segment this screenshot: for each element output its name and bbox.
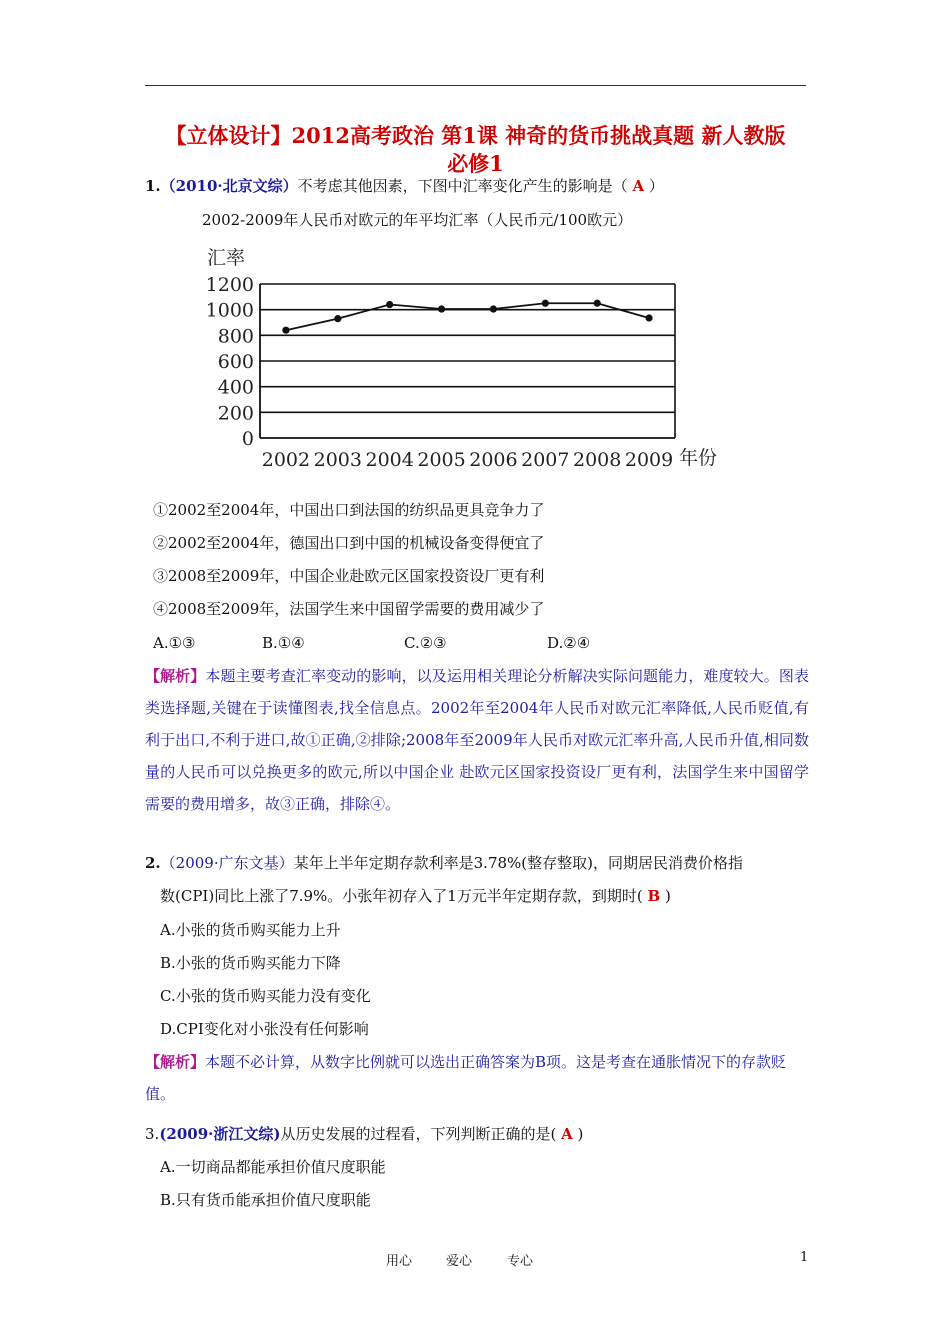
y-tick-label: 200 — [217, 402, 254, 425]
y-tick-label: 400 — [217, 376, 254, 399]
q1-analysis-label: 【解析】 — [145, 667, 206, 685]
q1-answer: A — [632, 177, 645, 195]
q2-analysis-text: 本题不必计算，从数字比例就可以选出正确答案为B项。这是考查在通胀情况下的存款贬值。 — [145, 1053, 787, 1103]
y-axis-label: 汇率 — [207, 247, 246, 269]
q2-option-c: C.小张的货币购买能力没有变化 — [160, 987, 371, 1005]
q1-choice-a: A.①③ — [153, 634, 196, 652]
x-axis-suffix: 年份 — [679, 447, 718, 469]
q1-close: ） — [648, 177, 664, 195]
q3-answer: A — [561, 1125, 573, 1143]
q1-analysis — [145, 660, 809, 820]
q3-option-b: B.只有货币能承担价值尺度职能 — [160, 1191, 371, 1209]
y-tick-label: 600 — [217, 351, 254, 373]
q1-stem-text: 不考虑其他因素，下图中汇率变化产生的影响是（ — [297, 177, 628, 195]
q1-choice-b: B.①④ — [262, 634, 305, 652]
x-tick-label: 2006 — [469, 449, 518, 471]
data-point — [334, 315, 341, 322]
q2-close: ) — [664, 887, 671, 905]
x-tick-label: 2008 — [573, 449, 622, 471]
x-tick-label: 2002 — [261, 449, 311, 471]
q2-analysis-label: 【解析】 — [145, 1053, 206, 1071]
footer-text-3: 专心 — [507, 1254, 534, 1269]
q1-option-3: ③2008至2009年，中国企业赴欧元区国家投资设厂更有利 — [153, 567, 545, 585]
data-point — [490, 305, 497, 312]
q2-stem-text-1: 某年上半年定期存款利率是3.78%(整存整取)，同期居民消费价格指 — [293, 854, 743, 872]
q2-option-d: D.CPI变化对小张没有任何影响 — [160, 1020, 369, 1038]
q1-option-2: ②2002至2004年，德国出口到中国的机械设备变得便宜了 — [153, 534, 545, 552]
x-tick-label: 2007 — [521, 449, 570, 471]
q2-stem-text-2: 数(CPI)同比上涨了7.9%。小张年初存入了1万元半年定期存款，到期时( — [160, 887, 643, 905]
data-point — [645, 314, 652, 321]
title-line-1: 【立体设计】2012高考政治 第1课 神奇的货币挑战真题 新人教版 — [165, 123, 786, 148]
q1-stem — [145, 176, 664, 196]
q2-option-a: A.小张的货币购买能力上升 — [160, 921, 341, 939]
q1-option-1: ①2002至2004年，中国出口到法国的纺织品更具竞争力了 — [153, 501, 545, 519]
q1-choice-d: D.②④ — [547, 634, 591, 652]
x-tick-label: 2005 — [417, 449, 466, 471]
footer-text-2: 爱心 — [446, 1254, 473, 1269]
q3-close: ) — [577, 1125, 584, 1143]
exchange-rate-chart — [195, 240, 725, 475]
q2-number: 2. — [145, 854, 161, 872]
y-tick-label: 1000 — [205, 299, 254, 322]
q2-analysis — [145, 1046, 809, 1110]
data-point — [438, 305, 445, 312]
q3-stem-text: 从历史发展的过程看，下列判断正确的是( — [280, 1125, 557, 1143]
chart-caption: 2002-2009年人民币对欧元的年平均汇率（人民币元/100欧元） — [202, 211, 633, 229]
q1-analysis-text: 本题主要考查汇率变动的影响，以及运用相关理论分析解决实际问题能力，难度较大。图表类选择题,关键在于读懂图表,找全信息点。2002年至2004年人民币对欧元汇率降低,人民币贬值,有利于出口,不利于进口,故①正确,②排除;2008年至2009年人民币对欧元汇率升高,人民币升值,相同数量的人民币可以兑换更多的欧元,所以中国企业 赴欧元区国家投资设厂更有利，法国学生来中国留学需要的费用增多，故③正确，排除④。 — [145, 667, 809, 813]
footer-text-1: 用心 — [386, 1254, 413, 1269]
y-tick-label: 1200 — [205, 274, 254, 296]
title-line-2: 必修1 — [447, 151, 504, 176]
q1-option-4: ④2008至2009年，法国学生来中国留学需要的费用减少了 — [153, 600, 545, 618]
header-rule — [145, 85, 806, 86]
q2-stem-line-2 — [160, 886, 671, 906]
q1-source: （2010·北京文综） — [160, 177, 298, 195]
q1-number: 1. — [145, 177, 161, 195]
x-tick-label: 2009 — [624, 449, 674, 471]
q2-source: （2009·广东文基） — [160, 854, 294, 872]
y-tick-label: 800 — [217, 325, 254, 348]
data-point — [386, 301, 393, 308]
y-tick-label: 0 — [241, 428, 254, 450]
q2-answer: B — [647, 887, 661, 905]
x-tick-label: 2003 — [313, 449, 362, 471]
q1-choice-c: C.②③ — [404, 634, 447, 652]
q3-source: (2009·浙江文综) — [159, 1125, 281, 1143]
q2-stem-line-1 — [145, 853, 743, 873]
page-number: 1 — [800, 1250, 809, 1265]
data-point — [594, 300, 601, 307]
page-title — [145, 122, 806, 178]
x-tick-label: 2004 — [365, 449, 414, 471]
q3-number: 3. — [145, 1125, 160, 1143]
data-point — [282, 327, 289, 334]
q2-option-b: B.小张的货币购买能力下降 — [160, 954, 341, 972]
data-point — [542, 300, 549, 307]
q3-option-a: A.一切商品都能承担价值尺度职能 — [160, 1158, 386, 1176]
q3-stem — [145, 1124, 583, 1144]
